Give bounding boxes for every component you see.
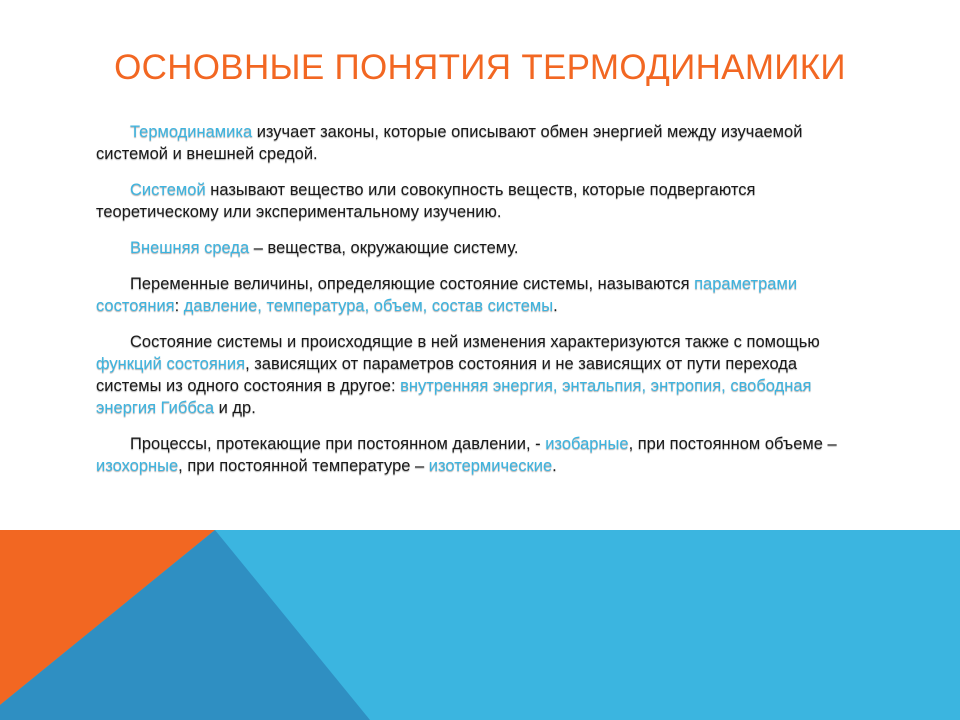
highlighted-term: Системой bbox=[130, 181, 206, 199]
paragraph-text: . bbox=[553, 297, 558, 315]
slide-title: ОСНОВНЫЕ ПОНЯТИЯ ТЕРМОДИНАМИКИ bbox=[114, 48, 846, 87]
highlighted-term: Термодинамика bbox=[130, 123, 253, 141]
paragraph-text: Процессы, протекающие при постоянном давлении, - bbox=[130, 435, 546, 453]
paragraph-text: Состояние системы и происходящие в ней изменения характеризуются также с помощью bbox=[130, 333, 820, 351]
paragraph-text: называют вещество или совокупность веществ, которые подвергаются теоретическому или экспериментальному изучению. bbox=[96, 181, 756, 221]
paragraph-state-parameters bbox=[96, 273, 866, 317]
paragraph-text: изучает законы, которые описывают обмен энергией между изучаемой системой и внешней средой. bbox=[96, 123, 803, 163]
paragraph-text: . bbox=[552, 457, 557, 475]
paragraph-text: : bbox=[174, 297, 184, 315]
paragraph-text: – вещества, окружающие систему. bbox=[249, 239, 519, 257]
paragraph-processes bbox=[96, 433, 866, 477]
highlighted-term: изобарные bbox=[545, 435, 629, 453]
highlighted-term: Внешняя среда bbox=[130, 239, 250, 257]
paragraph-text: и др. bbox=[214, 399, 256, 417]
paragraph-system-definition bbox=[96, 179, 866, 223]
paragraph-state-functions bbox=[96, 331, 866, 419]
paragraph-text: , при постоянном объеме – bbox=[628, 435, 837, 453]
slide-body bbox=[96, 121, 866, 491]
highlighted-term: параметрами состояния bbox=[96, 275, 798, 315]
paragraph-text: Переменные величины, определяющие состояние системы, называются bbox=[130, 275, 695, 293]
highlighted-term: внутренняя энергия, энтальпия, энтропия, свободная энергия Гиббса bbox=[96, 377, 812, 417]
highlighted-term: изохорные bbox=[96, 457, 179, 475]
paragraph-environment-definition bbox=[96, 237, 866, 259]
highlighted-term: давление, температура, объем, состав системы bbox=[183, 297, 554, 315]
highlighted-term: изотермические bbox=[428, 457, 553, 475]
paragraph-text: , зависящих от параметров состояния и не зависящих от пути перехода системы из одного состояния в другое: bbox=[96, 355, 798, 395]
highlighted-term: функций состояния bbox=[96, 355, 246, 373]
paragraph-text: , при постоянной температуре – bbox=[178, 457, 429, 475]
paragraph-thermodynamics-definition bbox=[96, 121, 866, 165]
